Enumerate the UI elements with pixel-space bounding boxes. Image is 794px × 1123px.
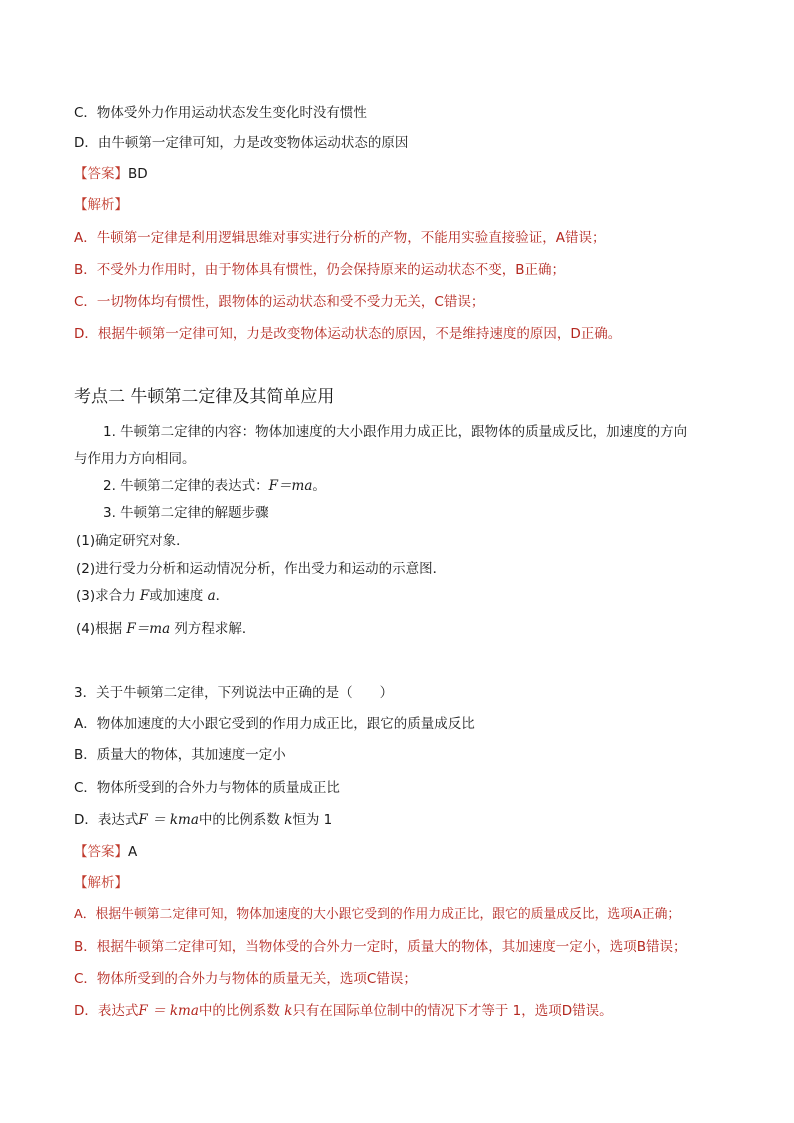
q3-option-c: C．物体所受到的合外力与物体的质量成正比	[74, 780, 340, 796]
section-step2: (2)进行受力分析和运动情况分析，作出受力和运动的示意图．	[76, 561, 447, 577]
q3-answer	[74, 843, 137, 861]
item2-formula: F＝ma	[268, 478, 313, 494]
q3-d-k: k	[284, 812, 293, 828]
step3-suffix: ．	[215, 588, 230, 604]
q3-stem: 3．关于牛顿第二定律，下列说法中正确的是（ ）	[74, 685, 394, 701]
answer-value: A	[128, 844, 138, 860]
q3-option-b: B．质量大的物体，其加速度一定小	[74, 747, 286, 763]
q3-analysis-line-c: C．物体所受到的合外力与物体的质量无关，选项C错误；	[74, 971, 417, 987]
q3-analysis-line-a: A．根据牛顿第二定律可知，物体加速度的大小跟它受到的作用力成正比，跟它的质量成反比，选项A正确；	[74, 907, 681, 922]
q3-option-d	[74, 811, 332, 829]
q3-d-suffix: 恒为 1	[292, 812, 333, 828]
q3-analysis-line-b: B．根据牛顿第二定律可知，当物体受的合外力一定时，质量大的物体，其加速度一定小，选项B错误；	[74, 939, 687, 955]
step4-formula: F＝ma	[126, 621, 171, 637]
q2-answer	[74, 165, 148, 183]
q3-d-mid: 中的比例系数	[198, 812, 285, 828]
step3-prefix: (3)求合力	[76, 588, 140, 604]
q3-option-a: A．物体加速度的大小跟它受到的作用力成正比，跟它的质量成反比	[74, 716, 475, 732]
answer-value: BD	[128, 166, 148, 182]
item2-text: 2. 牛顿第二定律的表达式：	[103, 478, 269, 494]
q3-analysis-label	[74, 874, 128, 892]
q3-d-formula: F ＝ kma	[138, 812, 199, 828]
step3-a: a	[207, 588, 216, 604]
q3a-d-prefix: D．表达式	[74, 1003, 139, 1019]
q2-analysis-line-c: C．一切物体均有惯性，跟物体的运动状态和受不受力无关，C错误；	[74, 294, 485, 310]
section-item3: 3. 牛顿第二定律的解题步骤	[103, 505, 269, 521]
q2-option-c: C．物体受外力作用运动状态发生变化时没有惯性	[74, 105, 367, 121]
step4-suffix: 列方程求解．	[170, 621, 256, 637]
section-title: 考点二 牛顿第二定律及其简单应用	[74, 387, 335, 407]
analysis-label: 【解析】	[74, 875, 128, 891]
section-item1-line1: 1. 牛顿第二定律的内容：物体加速度的大小跟作用力成正比，跟物体的质量成反比，加速度的方向	[103, 424, 688, 440]
q3a-d-formula: F ＝ kma	[138, 1003, 199, 1019]
section-step3	[76, 587, 229, 605]
analysis-label: 【解析】	[74, 197, 128, 213]
section-step4	[76, 620, 255, 638]
q2-analysis-line-d: D．根据牛顿第一定律可知，力是改变物体运动状态的原因，不是维持速度的原因，D正确。	[74, 326, 622, 342]
answer-label: 【答案】	[74, 844, 128, 860]
section-step1: (1)确定研究对象．	[76, 533, 190, 549]
q2-option-d: D．由牛顿第一定律可知，力是改变物体运动状态的原因	[74, 135, 409, 151]
item2-suffix: 。	[312, 478, 326, 494]
q2-analysis-line-a: A．牛顿第一定律是利用逻辑思维对事实进行分析的产物，不能用实验直接验证，A错误；	[74, 230, 606, 246]
step3-mid: 或加速度	[149, 588, 208, 604]
answer-label: 【答案】	[74, 166, 128, 182]
step3-f: F	[139, 588, 150, 604]
q3-d-prefix: D．表达式	[74, 812, 139, 828]
section-item1-line2: 与作用力方向相同。	[74, 451, 196, 467]
q3a-d-suffix: 只有在国际单位制中的情况下才等于 1，选项D错误。	[292, 1003, 613, 1019]
q3a-d-k: k	[284, 1003, 293, 1019]
step4-prefix: (4)根据	[76, 621, 127, 637]
q2-analysis-label	[74, 196, 128, 214]
q3-analysis-line-d	[74, 1002, 613, 1020]
q2-analysis-line-b: B．不受外力作用时，由于物体具有惯性，仍会保持原来的运动状态不变，B正确；	[74, 262, 566, 278]
q3a-d-mid: 中的比例系数	[198, 1003, 285, 1019]
section-item2	[103, 477, 326, 495]
